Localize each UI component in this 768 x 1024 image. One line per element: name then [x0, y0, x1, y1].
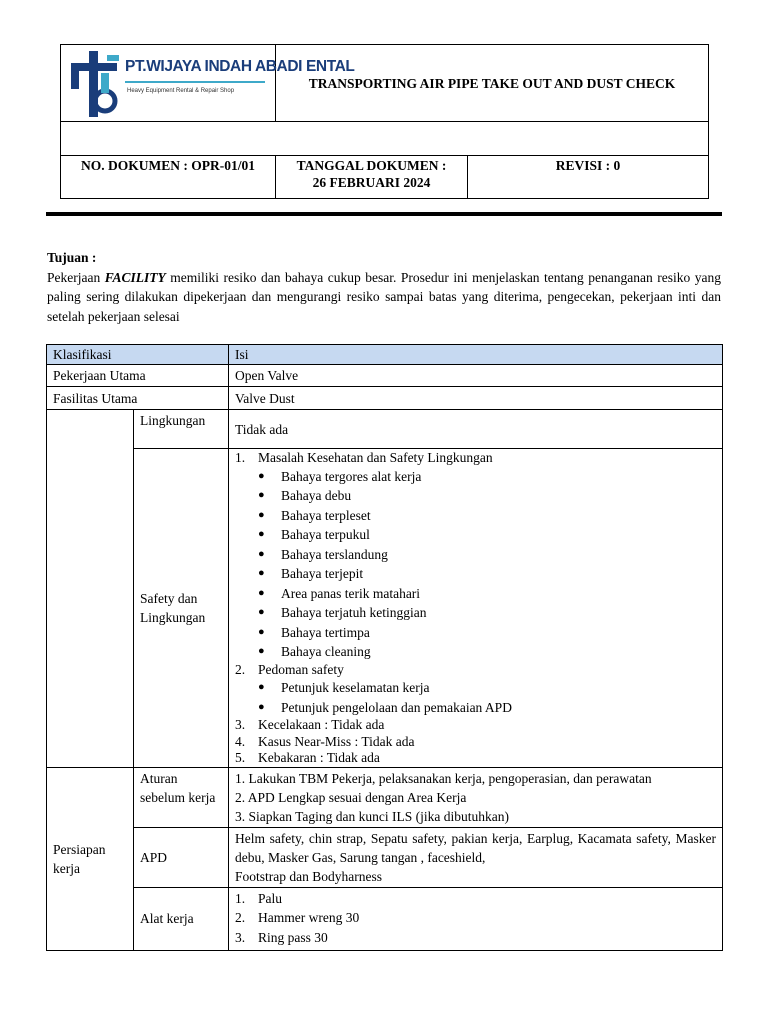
lingkungan-value: Tidak ada — [229, 410, 723, 449]
apd-content — [229, 827, 723, 887]
list-item — [235, 928, 716, 948]
list-number: 3. — [235, 929, 246, 945]
list-text: Kasus Near-Miss : Tidak ada — [258, 733, 415, 749]
table-row — [47, 827, 723, 887]
apd-text-line: Helm safety, chin strap, Sepatu safety, pakian kerja, Earplug, Kacamata safety, Masker debu, Masker Gas, Sarung tangan , faceshield, — [235, 830, 716, 865]
table-row — [47, 365, 723, 387]
list-number: 1. — [235, 450, 246, 465]
company-tagline: Heavy Equipment Rental & Repair Shop — [127, 88, 235, 94]
alat-label: Alat kerja — [134, 887, 229, 950]
bullet-item — [235, 467, 716, 487]
purpose-text — [47, 268, 721, 327]
purpose-section — [47, 248, 721, 326]
list-item — [235, 908, 716, 928]
list-text: Kecelakaan : Tidak ada — [258, 717, 385, 732]
bullet-text: Bahaya tertimpa — [281, 624, 370, 640]
bullet-icon: ● — [258, 528, 265, 540]
list-text: Kebakaran : Tidak ada — [258, 750, 380, 765]
bullet-icon: ● — [258, 489, 265, 501]
bullet-item — [235, 642, 716, 662]
header-blank-row — [61, 122, 709, 156]
bullet-text: Petunjuk keselamatan kerja — [281, 680, 430, 695]
bullet-icon: ● — [258, 681, 265, 693]
list-item — [235, 889, 716, 909]
persiapan-label: Persiapan kerja — [47, 767, 134, 950]
purpose-label: Tujuan : — [47, 250, 97, 265]
list-item — [235, 750, 716, 767]
document-title: TRANSPORTING AIR PIPE TAKE OUT AND DUST CHECK — [276, 45, 709, 122]
list-item — [235, 734, 716, 751]
classification-table — [46, 344, 723, 951]
list-text: Pedoman safety — [258, 661, 344, 677]
apd-text-line: Footstrap dan Bodyharness — [235, 868, 382, 884]
purpose-text-end: memiliki resiko dan bahaya cukup besar. Prosedur ini menjelaskan tentang penanganan resiko yang paling sering dilakukan dipekerjaan dan mengurangi resiko sampai batas yang diterima, pengecekan, pekerjaan inti dan setelah pekerjaan selesai — [47, 269, 721, 324]
list-text: Palu — [258, 890, 283, 906]
bullet-icon: ● — [258, 606, 265, 618]
doc-date-label: TANGGAL DOKUMEN : — [296, 158, 447, 173]
bullet-item — [235, 506, 716, 526]
list-item: 3. Siapkan Taging dan kunci ILS (jika dibutuhkan) — [235, 808, 510, 824]
risk-empty-cell — [47, 410, 134, 768]
alat-list — [235, 889, 716, 948]
pekerjaan-utama-label: Pekerjaan Utama — [47, 365, 229, 387]
pekerjaan-utama-value: Open Valve — [229, 365, 723, 387]
bullet-item — [235, 623, 716, 643]
doc-date-value: 26 FEBRUARI 2024 — [312, 175, 431, 190]
bullet-text: Bahaya terjepit — [281, 566, 364, 581]
header-divider — [46, 212, 722, 216]
bullet-text: Area panas terik matahari — [281, 585, 421, 601]
list-number: 1. — [235, 890, 246, 906]
col-klasifikasi: Klasifikasi — [47, 345, 229, 365]
bullet-item — [235, 584, 716, 604]
logo-cell — [61, 45, 355, 122]
bullet-item — [235, 603, 716, 623]
safety-label: Safety dan Lingkungan — [134, 449, 229, 768]
table-row — [47, 449, 723, 768]
company-logo — [67, 49, 355, 119]
doc-date — [276, 156, 468, 199]
bullet-text: Bahaya terslandung — [281, 546, 388, 562]
bullet-icon: ● — [258, 645, 265, 657]
bullet-item — [235, 525, 716, 545]
bullet-text: Petunjuk pengelolaan dan pemakaian APD — [281, 699, 512, 715]
bullet-item — [235, 678, 716, 698]
fasilitas-utama-label: Fasilitas Utama — [47, 387, 229, 410]
bullet-text: Bahaya terjatuh ketinggian — [281, 605, 427, 620]
purpose-text-start: Pekerjaan — [47, 269, 105, 285]
bullet-text: Bahaya terpleset — [281, 507, 371, 523]
alat-content — [229, 887, 723, 950]
list-number: 2. — [235, 661, 246, 677]
document-header-table — [60, 44, 709, 199]
bullet-item — [235, 698, 716, 718]
purpose-keyword: FACILITY — [104, 269, 166, 285]
bullet-icon: ● — [258, 469, 265, 482]
bullet-icon: ● — [258, 625, 265, 638]
list-item: 1. Lakukan TBM Pekerja, pelaksanakan kerja, pengoperasian, dan perawatan — [235, 770, 652, 786]
table-row — [47, 387, 723, 410]
table-row — [47, 767, 723, 827]
bullet-text: Bahaya debu — [281, 488, 352, 503]
bullet-text: Bahaya cleaning — [281, 644, 371, 659]
list-text: Ring pass 30 — [258, 929, 328, 945]
list-item — [235, 662, 716, 679]
aturan-label: Aturan sebelum kerja — [134, 767, 229, 827]
list-text: Hammer wreng 30 — [258, 910, 360, 925]
doc-number: NO. DOKUMEN : OPR-01/01 — [61, 156, 276, 199]
company-name: PT.WIJAYA INDAH ABADI ENTAL — [125, 58, 355, 75]
apd-label: APD — [134, 827, 229, 887]
aturan-content — [229, 767, 723, 827]
bullet-icon: ● — [258, 508, 265, 521]
bullet-icon: ● — [258, 567, 265, 579]
table-header-row — [47, 345, 723, 365]
lingkungan-label: Lingkungan — [134, 410, 229, 449]
list-item — [235, 717, 716, 734]
bullet-item — [235, 486, 716, 506]
logo-divider — [125, 81, 265, 83]
list-number: 4. — [235, 733, 246, 749]
bullet-item — [235, 564, 716, 584]
list-number: 5. — [235, 750, 246, 765]
safety-list — [235, 450, 716, 767]
bullet-text: Bahaya tergores alat kerja — [281, 468, 422, 484]
doc-revision: REVISI : 0 — [468, 156, 709, 199]
fasilitas-utama-value: Valve Dust — [229, 387, 723, 410]
company-logo-icon — [67, 49, 123, 119]
table-row — [47, 887, 723, 950]
col-isi: Isi — [229, 345, 723, 365]
bullet-icon: ● — [258, 700, 265, 713]
safety-content — [229, 449, 723, 768]
bullet-text: Bahaya terpukul — [281, 527, 370, 542]
table-row — [47, 410, 723, 449]
list-item: 2. APD Lengkap sesuai dengan Area Kerja — [235, 789, 467, 805]
bullet-icon: ● — [258, 586, 265, 599]
list-item — [235, 450, 716, 467]
bullet-icon: ● — [258, 547, 265, 560]
list-text: Masalah Kesehatan dan Safety Lingkungan — [258, 450, 493, 465]
list-number: 2. — [235, 910, 246, 925]
bullet-item — [235, 545, 716, 565]
list-number: 3. — [235, 717, 246, 732]
